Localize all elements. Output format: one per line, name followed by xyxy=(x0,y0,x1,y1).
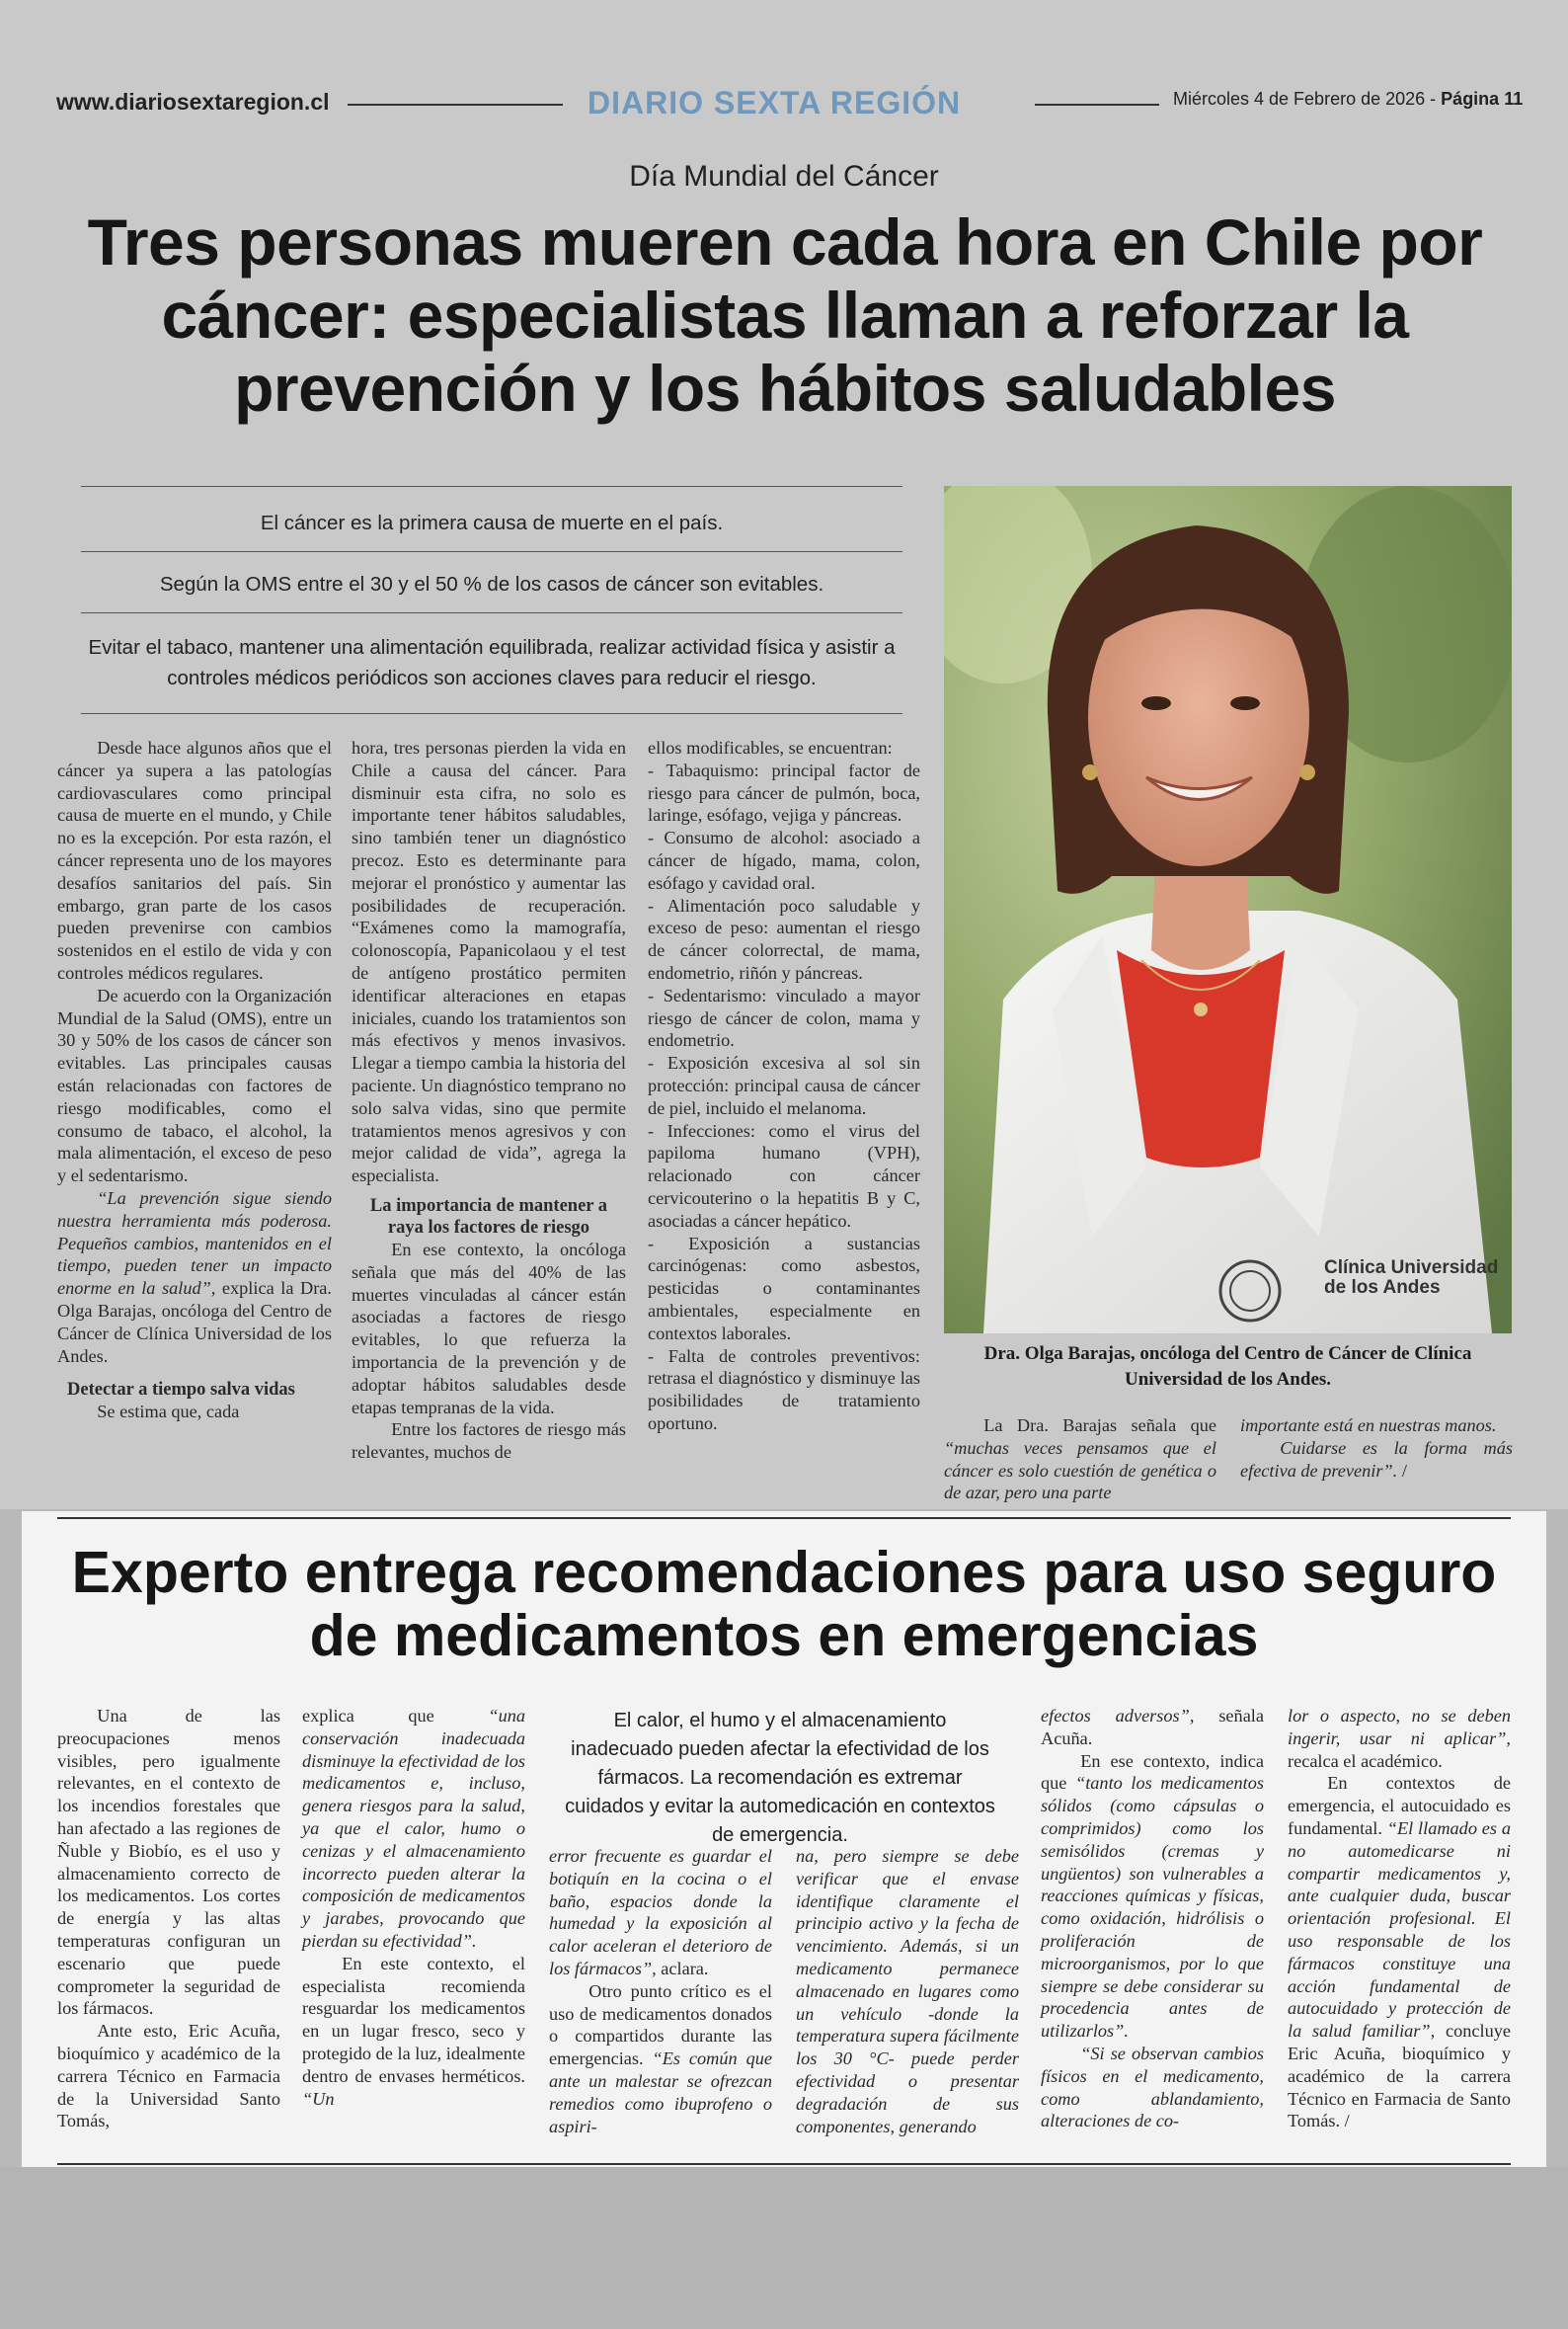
newspaper-brand: DIARIO SEXTA REGIÓN xyxy=(588,85,962,120)
quote: “Es común que ante un malestar se ofrezcan remedios como ibuprofeno o aspiri- xyxy=(549,2048,772,2136)
article2-column-2 xyxy=(302,1705,525,2110)
article-kicker: Día Mundial del Cáncer xyxy=(629,160,939,193)
quote: importante está en nuestras manos. xyxy=(1240,1415,1497,1435)
risk-factor-item: - Exposición excesiva al sol sin protección: principal causa de cáncer de piel, incluido el melanoma. xyxy=(648,1053,920,1118)
paragraph: Entre los factores de riesgo más relevantes, muchos de xyxy=(352,1419,626,1463)
quote: Cuidarse es la forma más efectiva de prevenir”. / xyxy=(1240,1437,1513,1481)
article2-column-4 xyxy=(796,1845,1019,2137)
bullet-rule xyxy=(81,551,902,552)
page-number: Página 11 xyxy=(1441,89,1524,109)
risk-factor-item: - Tabaquismo: principal factor de riesgo para cáncer de pulmón, boca, laringe, esófago, vejiga y páncreas. xyxy=(648,760,920,826)
bullet-rule xyxy=(81,713,902,714)
risk-factor-item: - Sedentarismo: vinculado a mayor riesgo de cáncer de colon, mama y endometrio. xyxy=(648,985,920,1051)
paragraph: En este contexto, el especialista recomienda resguardar los medicamentos en un lugar fresco, seco y protegido de la luz, idealmente dentro de envases herméticos. “Un xyxy=(302,1953,525,2109)
subheading: La importancia de mantener a raya los factores de riesgo xyxy=(369,1195,608,1238)
paragraph: Desde hace algunos años que el cáncer ya supera a las patologías cardiovasculares como principal causa de muerte en el mundo, y Chile no es la excepción. Por esta razón, el cáncer representa uno de los mayores desafíos sanitarios del país. Sin embargo, gran parte de los casos pueden prevenirse con cambios sostenidos en el estilo de vida y con controles médicos regulares. xyxy=(57,738,332,983)
risk-factor-item: - Alimentación poco saludable y exceso de peso: aumentan el riesgo de cáncer colorrectal, de mama, endometrio, riñón y páncreas. xyxy=(648,895,920,983)
bottom-margin xyxy=(0,2167,1568,2329)
paragraph: Se estima que, cada xyxy=(97,1402,240,1422)
quote: “El llamado es a no automedicarse ni compartir medicamentos y, ante cualquier duda, buscar orientación profesional. El uso responsable de los fármacos constituye una acción fundamental de autocuidado y protección de la salud familiar”, xyxy=(1288,1817,1511,2042)
paragraph: Ante esto, Eric Acuña, bioquímico y académico de la carrera Técnico en Farmacia de la Universidad Santo Tomás, xyxy=(57,2021,280,2131)
quote: na, pero siempre se debe verificar que el envase identifique claramente el principio activo y la fecha de vencimiento. Además, si un medicamento permanece almacenado en lugares como un vehículo -donde la temperatura supera fácilmente los 30 °C- puede perder efectividad o presentar degradación de sus componentes, generando xyxy=(796,1846,1019,2136)
article2-headline: Experto entrega recomendaciones para uso seguro de medicamentos en emergencias xyxy=(71,1540,1497,1668)
risk-factor-item: - Falta de controles preventivos: retrasa el diagnóstico y disminuye las posibilidades de tratamiento oportuno. xyxy=(648,1345,920,1433)
quote-intro: La Dra. Barajas señala que xyxy=(983,1415,1216,1435)
site-url: www.diariosextaregion.cl xyxy=(56,89,330,115)
quote-attribution: explica la Dra. Olga Barajas, oncóloga del Centro de Cáncer de Clínica Universidad de los Andes. xyxy=(57,1278,332,1366)
header-date: Miércoles 4 de Febrero de 2026 - Página 11 xyxy=(1173,89,1524,109)
doctor-photo xyxy=(944,486,1512,1333)
quote: “una conservación inadecuada disminuye la efectividad de los medicamentos e, incluso, genera riesgos para la salud, ya que el calor, humo o cenizas y el almacenamiento incorrecto pueden alterar la composición de medicamentos y jarabes, provocando que pierdan su efectividad”. xyxy=(302,1706,525,1951)
header-rule-right xyxy=(1035,104,1159,106)
article-column-1 xyxy=(57,737,332,1423)
doctor-portrait-image xyxy=(944,486,1512,1333)
paragraph: ellos modificables, se encuentran: xyxy=(648,738,893,758)
bottom-rule xyxy=(57,2163,1511,2165)
paragraph: lor o aspecto, no se deben ingerir, usar ni aplicar”, recalca el académico. xyxy=(1288,1706,1511,1771)
end-mark: / xyxy=(1344,2111,1350,2131)
risk-factor-item: - Consumo de alcohol: asociado a cáncer de hígado, mama, colon, esófago y cavidad oral. xyxy=(648,828,920,893)
photo-caption: Dra. Olga Barajas, oncóloga del Centro de Cáncer de Clínica Universidad de los Andes. xyxy=(983,1343,1472,1390)
article-column-4 xyxy=(944,1414,1216,1504)
bullet-1: El cáncer es la primera causa de muerte en el país. xyxy=(260,512,724,534)
paragraph xyxy=(944,1414,1216,1504)
quote: “Un xyxy=(302,2088,335,2109)
article2-column-3 xyxy=(549,1845,772,2137)
paragraph: explica que “una conservación inadecuada disminuye la efectividad de los medicamentos e, incluso, genera riesgos para la salud, ya que el calor, humo o cenizas y el almacenamiento incorrecto pueden alterar la composición de medicamentos y jarabes, provocando que pierdan su efectividad”. xyxy=(302,1706,525,1951)
article-column-5 xyxy=(1240,1414,1513,1482)
quote: “tanto los medicamentos sólidos (como cápsulas o comprimidos) como los semisólidos (cremas y ungüentos) son vulnerables a reacciones químicas y físicas, como oxidación, hidrólisis o proliferación de microorganismos, por lo que siempre se debe considerar su procedencia antes de utilizarlos”. xyxy=(1041,1773,1264,2042)
paragraph: En contextos de emergencia, el autocuidado es fundamental. “El llamado es a no automedicarse ni compartir medicamentos y, ante cualquier duda, buscar orientación profesional. El uso responsable de los fármacos constituye una acción fundamental de autocuidado y protección de la salud familiar”, concluye Eric Acuña, bioquímico y académico de la carrera Técnico en Farmacia de Santo Tomás. / xyxy=(1288,1773,1511,2131)
quote: “muchas veces pensamos que el cáncer es solo cuestión de genética o de azar, pero una parte xyxy=(944,1437,1216,1503)
bullet-rule xyxy=(81,612,902,613)
risk-factor-item: - Exposición a sustancias carcinógenas: como asbestos, pesticidas o contaminantes ambientales, especialmente en contextos laborales. xyxy=(648,1233,920,1343)
article2-column-5 xyxy=(1041,1705,1264,2132)
article-column-3 xyxy=(648,737,920,1435)
quote: efectos adversos”, xyxy=(1041,1706,1195,1726)
end-mark: / xyxy=(1401,1460,1407,1481)
paragraph: efectos adversos”, señala Acuña. xyxy=(1041,1706,1264,1748)
clinic-logo-text: Clínica Universidad de los Andes xyxy=(1324,1257,1499,1298)
bullet-rule xyxy=(81,486,902,487)
article-headline: Tres personas mueren cada hora en Chile por cáncer: especialistas llaman a reforzar la prevención y los hábitos saludables xyxy=(87,205,1483,425)
article2-column-6 xyxy=(1288,1705,1511,2132)
quote: error frecuente es guardar el botiquín en la cocina o el baño, espacios donde la humedad y la exposición al calor aceleran el deterioro de los fármacos”, xyxy=(549,1846,772,1978)
bullet-2: Según la OMS entre el 30 y el 50 % de los casos de cáncer son evitables. xyxy=(159,573,824,596)
paragraph: De acuerdo con la Organización Mundial de la Salud (OMS), entre un 30 y 50% de los casos de cáncer son evitables. Las principales causas están relacionadas con factores de riesgo modificables, como el consumo de tabaco, el alcohol, la mala alimentación, el exceso de peso y el sedentarismo. xyxy=(57,985,332,1186)
quote: lor o aspecto, no se deben ingerir, usar ni aplicar”, xyxy=(1288,1706,1511,1748)
subheading: Detectar a tiempo salva vidas xyxy=(67,1380,295,1401)
quote: “La prevención sigue siendo nuestra herramienta más poderosa. Pequeños cambios, mantenidos en el tiempo, pueden tener un impacto enorme en la salud”, xyxy=(57,1187,332,1299)
header-rule-left xyxy=(348,104,563,106)
paragraph: En ese contexto, indica que “tanto los medicamentos sólidos (como cápsulas o comprimidos) como los semisólidos (cremas y ungüentos) son vulnerables a reacciones químicas y físicas, como oxidación, hidrólisis o proliferación de microorganismos, por lo que siempre se debe considerar su procedencia antes de utilizarlos”. xyxy=(1041,1750,1264,2042)
paragraph: Otro punto crítico es el uso de medicamentos donados o compartidos durante las emergencias. “Es común que ante un malestar se ofrezcan remedios como ibuprofeno o aspiri- xyxy=(549,1980,772,2136)
paragraph: En ese contexto, la oncóloga señala que más del 40% de las muertes vinculadas al cáncer están asociadas a factores de riesgo evitables, lo que refuerza la importancia de la prevención y de adoptar hábitos saludables desde etapas tempranas de la vida. xyxy=(352,1239,626,1417)
paragraph xyxy=(57,1187,332,1367)
risk-factor-item: - Infecciones: como el virus del papiloma humano (VPH), relacionado con cáncer cervicouterino o la hepatitis B y C, asociadas a cáncer hepático. xyxy=(648,1120,920,1231)
quote: “Si se observan cambios físicos en el medicamento, como ablandamiento, alteraciones de co- xyxy=(1041,2043,1264,2131)
article2-column-1 xyxy=(57,1705,280,2132)
article-column-2 xyxy=(352,737,626,1464)
paragraph: hora, tres personas pierden la vida en Chile a causa del cáncer. Para disminuir esta cifra, no solo es importante tener hábitos saludables, sino también tener un diagnóstico precoz. Esto es determinante para mejorar el pronóstico y aumentar las posibilidades de recuperación. “Exámenes como la mamografía, colonoscopía, Papanicolaou y el test de antígeno prostático permiten identificar alteraciones en etapas iniciales, cuando los tratamientos son más efectivos y menos invasivos. Llegar a tiempo cambia la historia del paciente. Un diagnóstico temprano no solo salva vidas, sino que permite tratamientos menos agresivos y con mejor calidad de vida”, agrega la especialista. xyxy=(352,738,626,1186)
article2-lead: El calor, el humo y el almacenamiento inadecuado pueden afectar la efectividad de los fármacos. La recomendación es extremar cuidados y evitar la automedicación en contextos de emergencia. xyxy=(565,1710,995,1846)
article-separator xyxy=(57,1517,1511,1519)
paragraph: error frecuente es guardar el botiquín en la cocina o el baño, espacios donde la humedad y la exposición al calor aceleran el deterioro de los fármacos”, aclara. xyxy=(549,1846,772,1978)
bullet-3: Evitar el tabaco, mantener una alimentación equilibrada, realizar actividad física y asistir a controles médicos periódicos son acciones claves para reducir el riesgo. xyxy=(88,636,896,689)
paragraph: Una de las preocupaciones menos visibles, pero igualmente relevantes, en el contexto de los incendios forestales que han afectado a las regiones de Ñuble y Biobío, es el uso y almacenamiento correcto de los medicamentos. Los cortes de energía y las altas temperaturas configuran un escenario que puede comprometer la seguridad de los fármacos. xyxy=(57,1706,280,2019)
